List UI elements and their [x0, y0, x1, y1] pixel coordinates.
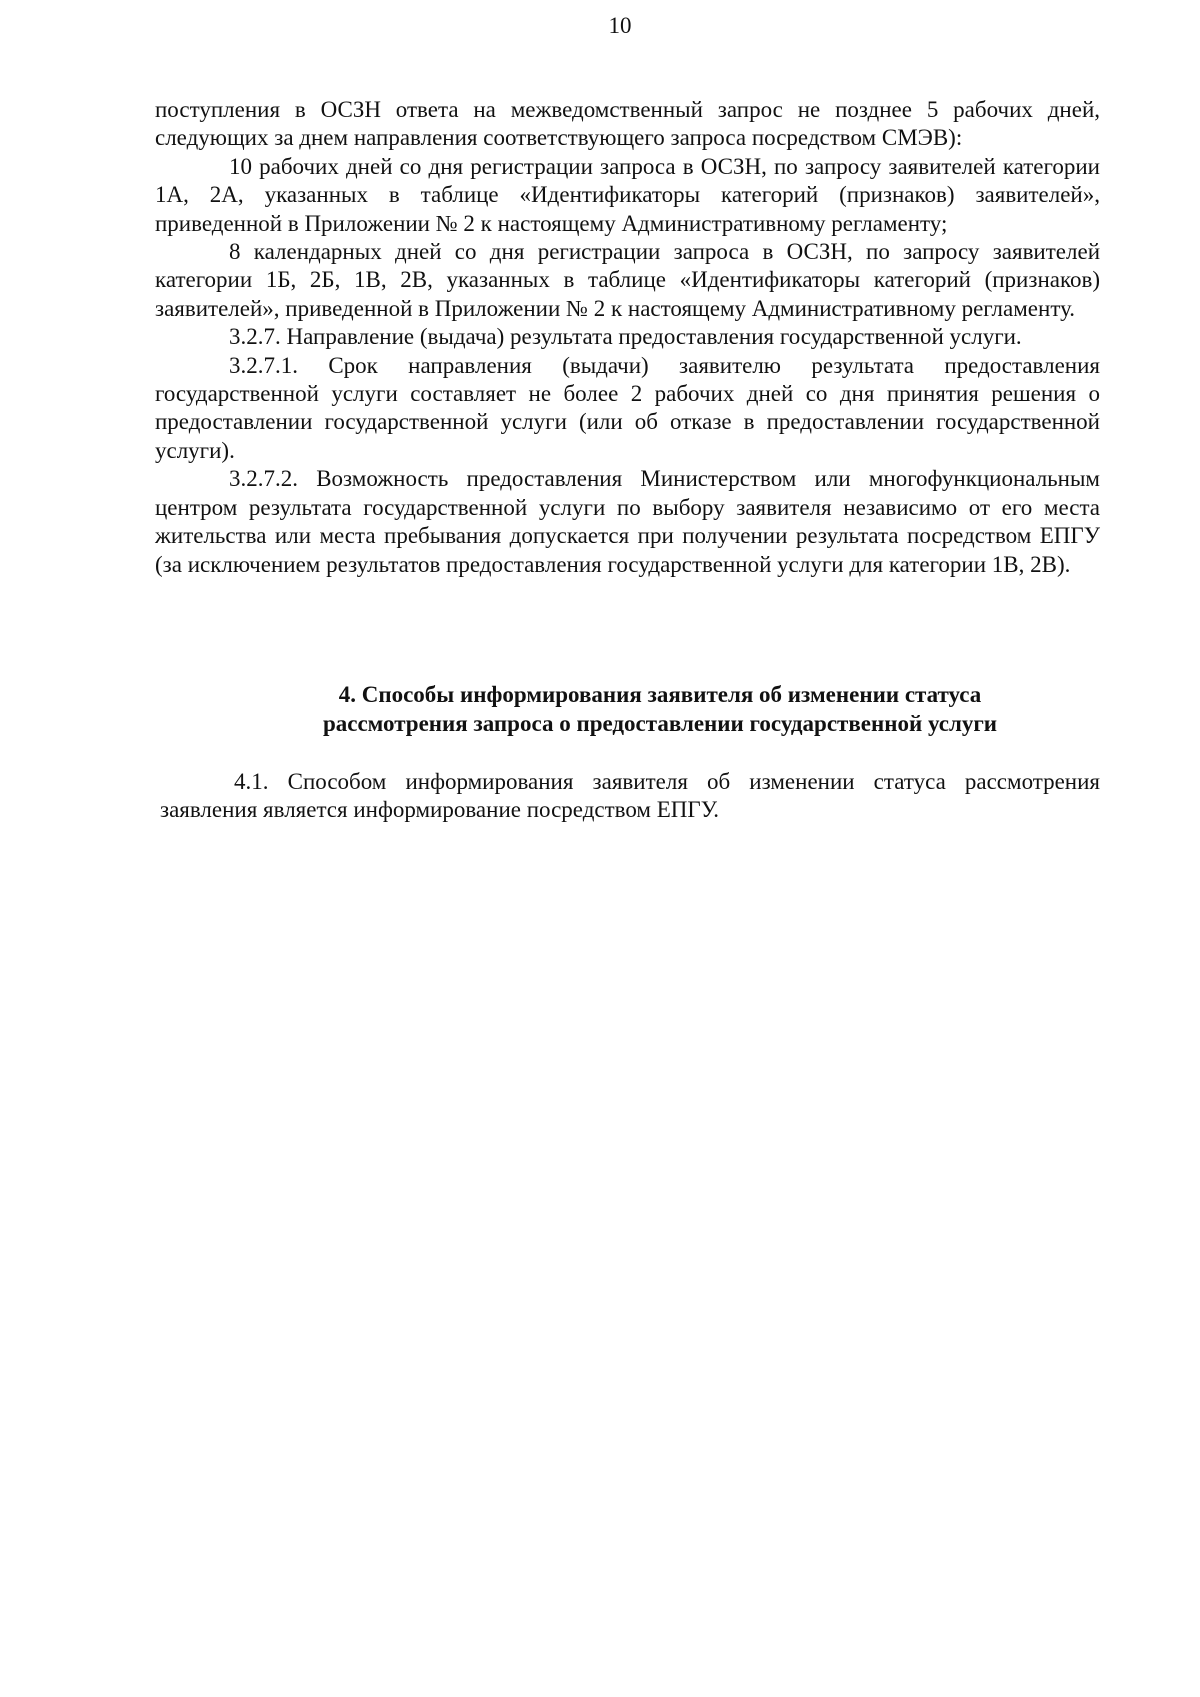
paragraph-3-2-7-1: 3.2.7.1. Срок направления (выдачи) заявителю результата предоставления государственной услуги составляет не более 2 рабочих дней со дня принятия решения о предоставлении государственной услуги (или об отказе в предоставлении государственной услуги). [155, 352, 1100, 463]
page-number: 10 [608, 13, 632, 38]
paragraph-10-working-days: 10 рабочих дней со дня регистрации запроса в ОСЗН, по запросу заявителей категории 1А, 2А, указанных в таблице «Идентификаторы категорий (признаков) заявителей», приведенной в Приложении № 2 к настоящему Административному регламенту; [155, 153, 1100, 236]
section-4-heading-line-1: 4. Способы информирования заявителя об изменении статуса [338, 682, 982, 707]
paragraph-continuation: поступления в ОСЗН ответа на межведомственный запрос не позднее 5 рабочих дней, следующих за днем направления соответствующего запроса посредством СМЭВ): [155, 97, 1100, 151]
paragraph-3-2-7: 3.2.7. Направление (выдача) результата предоставления государственной услуги. [229, 324, 1022, 350]
main-text [155, 96, 1100, 579]
section-4-paragraph-4-1: 4.1. Способом информирования заявителя об изменении статуса рассмотрения заявления является информирование посредством ЕПГУ. [160, 769, 1100, 823]
section-4-heading [290, 680, 1030, 738]
section-4-heading-line-2: рассмотрения запроса о предоставлении государственной услуги [322, 711, 998, 736]
paragraph-8-calendar-days: 8 календарных дней со дня регистрации запроса в ОСЗН, по запросу заявителей категории 1Б, 2Б, 1В, 2В, указанных в таблице «Идентификаторы категорий (признаков) заявителей», приведенной в Приложении № 2 к настоящему Административному регламенту. [155, 239, 1100, 321]
paragraph-3-2-7-2: 3.2.7.2. Возможность предоставления Министерством или многофункциональным центром результата государственной услуги по выбору заявителя независимо от его места жительства или места пребывания допускается при получении результата посредством ЕПГУ (за исключением результатов предоставления государственной услуги для категории 1В, 2В). [155, 466, 1100, 577]
